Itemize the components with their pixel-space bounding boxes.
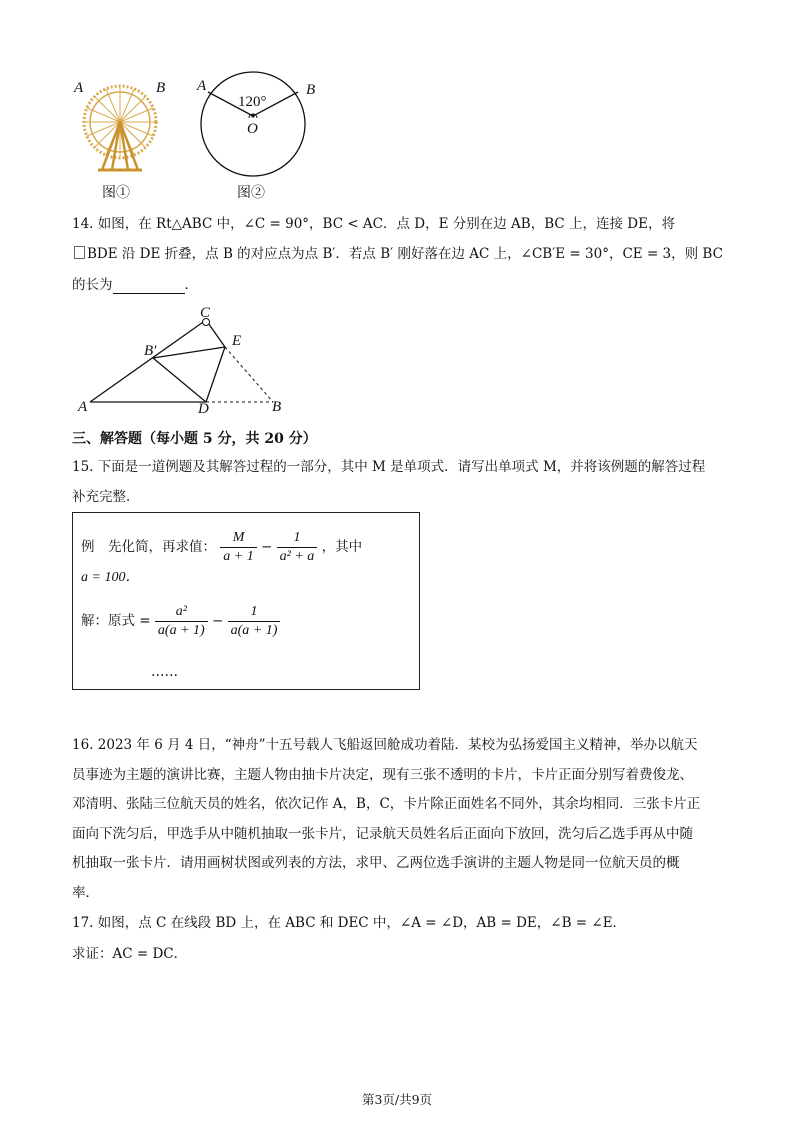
triangle-symbol-icon [74,246,85,259]
q14-figure [78,305,293,417]
example-statement: 例 先化简，再求值： $\frac{M}{a + 1}$ − $\frac{1}{\text{a² + a}}$ ，其中 [81,530,363,564]
fig1-label-b: B [156,80,166,96]
q16-line6: 率． [72,885,99,901]
q14-label-a: A [78,399,88,415]
example-box [72,512,420,690]
fig2-caption: 图② [237,185,265,201]
page-number: 第3页/共9页 [361,1092,433,1107]
fig1-caption: 图① [102,185,130,201]
q14-label-c: C [200,305,211,321]
q14-line3: 的长为 ． [72,277,198,293]
fraction-m: $\frac{M}{a + 1}$ [220,529,256,566]
fig2-center: O [247,121,258,137]
q15-line1: 15. 下面是一道例题及其解答过程的一部分，其中 M 是单项式．请写出单项式 M，并将该例题的解答过程 [72,459,706,475]
q16-line3: 邓清明、张陆三位航天员的姓名，依次记作 A，B，C，卡片除正面姓名不同外，其余均相同．三张卡片正 [72,796,701,812]
fraction-a-squared: $\frac{\text{a²}}{a(a + 1)}$ [155,603,208,640]
q17-line1: 17. 如图，点 C 在线段 BD 上，在 ABC 和 DEC 中，∠A = ∠D，AB = DE，∠B = ∠E． [72,915,627,931]
q14-label-d: D [198,401,209,417]
q16-line1: 16. 2023 年 6 月 4 日，“神舟”十五号载人飞船返回舱成功着陆．某校为弘扬爱国主义精神，举办以航天 [72,737,698,753]
example-solution: 解：原式 = $\frac{\text{a²}}{a(a + 1)}$ − $\frac{1}{a(a + 1)}$ [81,603,280,640]
section-3-title: 三、解答题（每小题 5 分，共 20 分） [72,431,317,447]
q14-line1: 14. 如图，在 Rt△ABC 中，∠C = 90°，BC < AC．点 D，E 分别在边 AB，BC 上，连接 DE，将 [72,216,675,232]
answer-blank [113,279,185,294]
q14-label-bprime: B′ [144,343,157,359]
q14-line2: BDE 沿 DE 折叠，点 B 的对应点为点 B′．若点 B′ 刚好落在边 AC 上，∠CB′E = 30°，CE = 3，则 BC [72,245,723,263]
q16-line2: 员事迹为主题的演讲比赛，主题人物由抽卡片决定，现有三张不透明的卡片，卡片正面分别写着费俊龙、 [72,767,693,783]
fig2-angle: 120° [238,94,267,110]
q16-line4: 面向下洗匀后，甲选手从中随机抽取一张卡片，记录航天员姓名后正面向下放回，洗匀后乙选手再从中随 [72,826,693,842]
fraction-one-over: $\frac{1}{a(a + 1)}$ [228,603,281,640]
example-ellipsis: …… [151,664,178,680]
q14-label-b: B [272,399,282,415]
fig2-label-a: A [197,78,207,94]
fig1-label-a: A [74,80,84,96]
q14-label-e: E [232,333,242,349]
fraction-one: $\frac{1}{\text{a² + a}}$ [277,529,318,566]
q15-line2: 补充完整． [72,489,140,505]
q17-line2: 求证：AC = DC． [72,946,188,962]
example-value: a = 100． [81,570,140,585]
q16-line5: 机抽取一张卡片．请用画树状图或列表的方法，求甲、乙两位选手演讲的主题人物是同一位航天员的概 [72,855,680,871]
fig2-label-b: B [306,82,316,98]
